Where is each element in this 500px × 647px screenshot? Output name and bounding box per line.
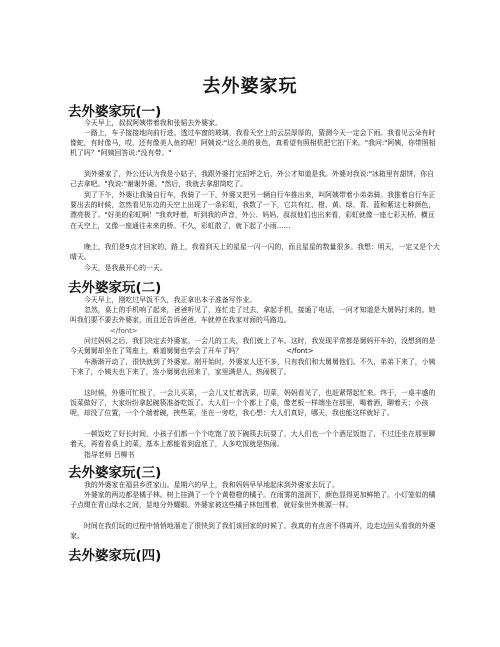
paragraph: 忽然，桌上的手机响了起来，爸爸听见了，连忙走了过去，拿起手机，接通了电话，一问才知道是大舅妈打来的。她叫我们要不要去外婆家，而且还告诉爸爸，车就停在我家对面的马路边。 <box>70 306 436 325</box>
paragraph: 晚上，我们是9点才回家的，路上，我看到天上的星星一闪一闪的，而且星星的数量很多。我想：明天，一定又是个大晴天。 <box>70 243 440 262</box>
paragraph: 一顿饭吃了好长时间，小孩子们都一个个吃饱了放下碗筷去玩耍了，大人们也一个个酒足饭饱了，不过还坐在那里聊着天，再看看桌上的菜，基本上都能看到盘底了，人多吃饭就是热闹。 <box>70 430 436 449</box>
paragraph: 车渐渐开动了，很快就到了外婆家。刚开始时，外婆家人还不多，只有我们和大舅舅他们。不久，弟弟下来了，小姨下来了，小姨夫也下来了，连小舅舅也回来了，家里满是人，热闹极了。 <box>70 358 436 377</box>
section-heading-3: 去外婆家玩(三) <box>68 465 162 481</box>
paragraph: 这时候，外婆可忙极了，一会儿买菜，一会儿又忙着洗菜，切菜，妈妈看见了，也赶紧帮起忙来。终于，一桌丰盛的饭菜做好了，大家纷纷拿起碗筷准备吃饭了。大人们一个个都上了桌，像老板一样端坐在那里，喝着酒，聊着天；小孩呢，却没了位置，一个个端着碗，挟些菜，坐在一旁吃，我心想：大人们真好，哪天，我也能这样就好了。 <box>70 389 436 418</box>
paragraph: 我的外婆家在福县乡匠家山。星期六的早上，我和妈妈早早地起床到外婆家去玩了。 <box>84 481 339 489</box>
paragraph: 到了下午，外婆让我骑自行车，我骑了一下，外婆又把另一辆自行车推出来，叫阿姨带着小弟弟骑。我推着自行车正要出去的时候，忽然看见东边的天空上出现了一条彩虹，我数了一下，它共有红、橙、黄、绿、青、蓝和紫这七种颜色，漂亮极了。"好美的彩虹啊！"我欢呼着，听到我的声音，外公、妈妈、叔叔他们也出来看，彩虹就像一座七彩天桥，横亘在天空上，又像一座通往未来的桥。不久，彩虹散了，就下起了小雨…… <box>70 191 436 230</box>
stray-tag: </font> <box>110 327 138 335</box>
paragraph: 今天，是我最开心的一天。 <box>84 264 167 272</box>
paragraph: 指导老师 吕柳书 <box>84 451 135 459</box>
paragraph: 时间在我们玩的过程中悄悄地溜走了很快到了我们该回家的时候了。我真的有点舍不得离开，边走边回头看我的外婆家。 <box>70 522 436 541</box>
section-heading-1: 去外婆家玩(一) <box>68 104 162 120</box>
section-heading-2: 去外婆家玩(二) <box>68 280 162 296</box>
document-title: 去外婆家玩 <box>202 76 298 97</box>
paragraph: 外婆家的两边都是橘子林。树上挂满了一个个黄橙橙的橘子。在雨雾的滋润下，颜色显得更加鲜艳了。小灯笼似的橘子点缀在青山绿水之间，显地分外耀眼。外婆家被这些橘子林包围着，就好象世外桃源一样。 <box>70 491 436 510</box>
paragraph: 问过妈妈之后，我们决定去外婆家。一会儿的工夫，我们就上了车。这时，我发现平常都是舅妈开车的，没想到的是今天舅舅却坐在了驾座上，难道舅舅也学会了开车了吗？ </font> <box>70 337 436 356</box>
paragraph: 到外婆家了，外公还认为我是小姑子，我跟外婆打完招呼之后，外公才知道是我。外婆对我说:"冰箱里有甜饼，你自己去拿吧。"我说:"谢谢外婆。"然后，我就去拿甜筒吃了。 <box>70 170 435 189</box>
section-heading-4: 去外婆家玩(四) <box>68 548 162 564</box>
paragraph: 一路上，车子接接地向前行进。透过车窗的玻璃，我看天空上的云层厚厚的，猜测今天一定会下雨。我看见云朵有时像蛇，有时像马，哎，还有像美人鱼的呢！阿姨说:"这么美的景色，真希望有照相机把它拍下来。"我问:"阿姨，你带照相机了吗？"阿姨回答说:"没有带。" <box>70 129 436 158</box>
paragraph: 今天早上，刚吃过早饭不久，我正拿出本子准备写作业。 <box>84 296 257 304</box>
paragraph: 今天早上，叔叔阿姨带着我和张韬去外婆家。 <box>84 119 222 127</box>
